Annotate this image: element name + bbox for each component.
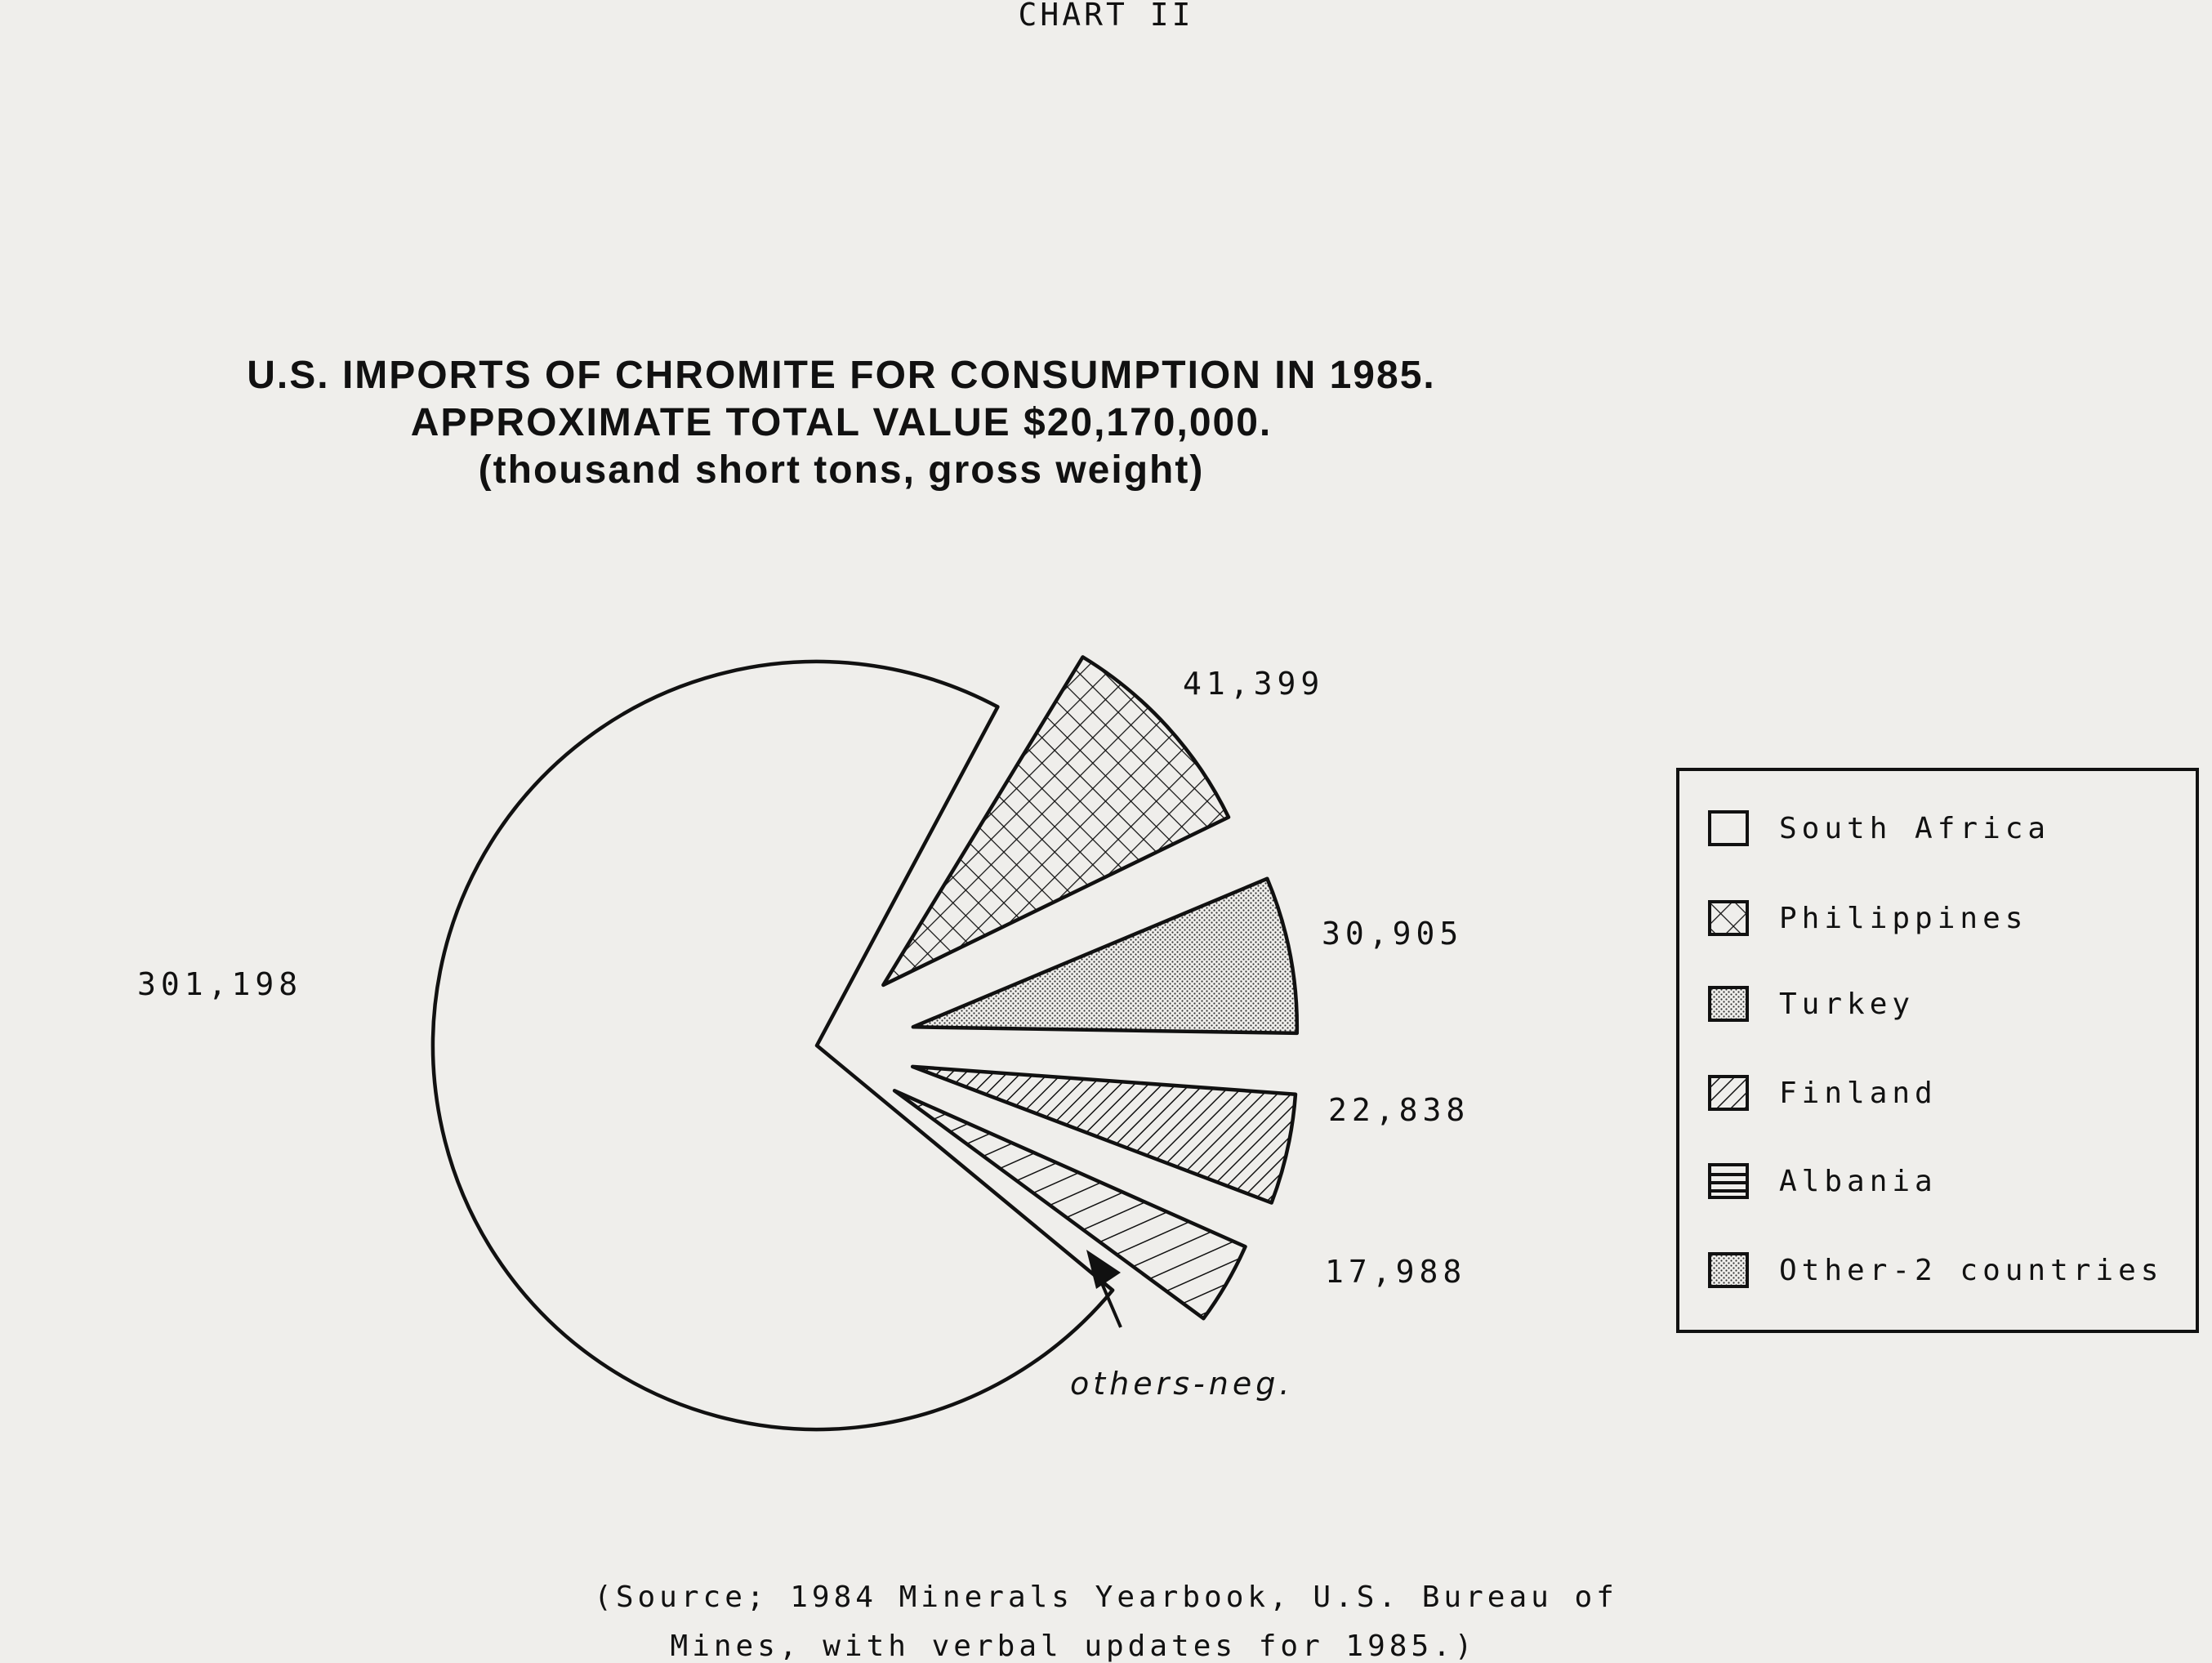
legend-label: Albania: [1779, 1164, 1938, 1198]
legend-label: Finland: [1779, 1076, 1938, 1110]
others-negligible-note: others-neg.: [1070, 1366, 1294, 1402]
legend-swatch-diagonal: [1708, 1075, 1749, 1111]
legend-item-philippines: [1708, 894, 2027, 943]
slice-value-label: 301,198: [137, 966, 303, 1002]
chart-title: U.S. IMPORTS OF CHROMITE FOR CONSUMPTION IN 1985.: [247, 354, 1436, 397]
legend-label: Turkey: [1779, 987, 1915, 1021]
chart-number: CHART II: [1018, 0, 1194, 33]
chart-subtitle: APPROXIMATE TOTAL VALUE $20,170,000.: [410, 401, 1273, 444]
legend-item-finland: [1708, 1068, 1938, 1117]
legend-swatch-horizontal: [1708, 1163, 1749, 1199]
source-line-1: (Source; 1984 Minerals Yearbook, U.S. Bureau of: [594, 1581, 1618, 1614]
slice-value-label: 17,988: [1325, 1254, 1467, 1290]
legend-swatch-dots: [1708, 1252, 1749, 1288]
legend-swatch-crosshatch: [1708, 900, 1749, 936]
legend-label: Other-2 countries: [1779, 1253, 2164, 1287]
legend-item-other-countries: [1708, 1246, 2163, 1295]
legend-label: Philippines: [1779, 901, 2028, 935]
chart-units: (thousand short tons, gross weight): [478, 448, 1205, 492]
legend-item-turkey: [1708, 979, 1915, 1028]
legend-item-albania: [1708, 1157, 1938, 1206]
slice-value-label: 30,905: [1322, 916, 1464, 952]
slice-value-label: 22,838: [1328, 1092, 1470, 1128]
legend-item-south-africa: [1708, 804, 2050, 853]
slice-value-label: 41,399: [1183, 666, 1325, 702]
source-line-2: Mines, with verbal updates for 1985.): [670, 1630, 1477, 1663]
legend-swatch-blank: [1708, 810, 1749, 846]
legend: [1676, 768, 2199, 1333]
legend-label: South Africa: [1779, 811, 2051, 845]
legend-swatch-dots: [1708, 986, 1749, 1022]
